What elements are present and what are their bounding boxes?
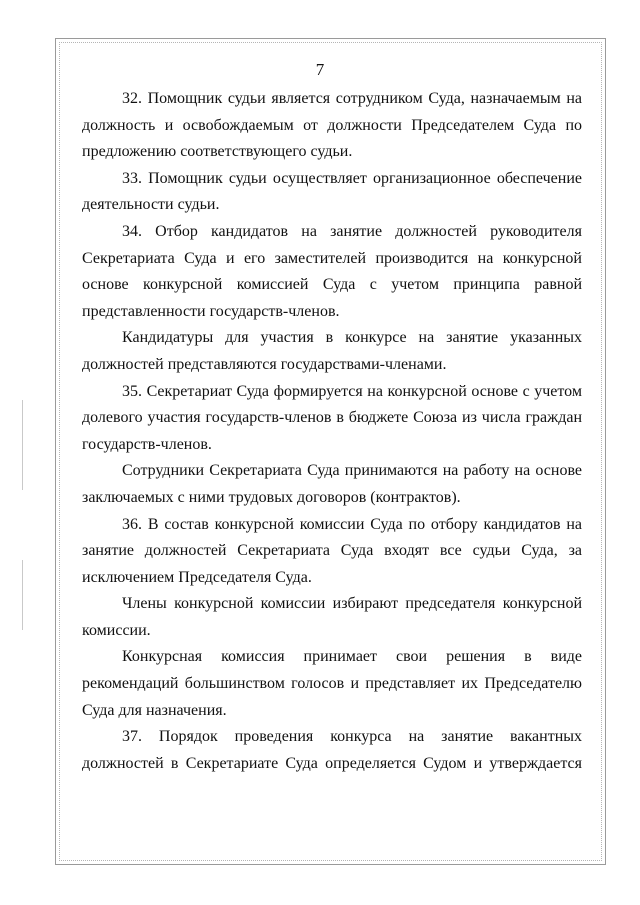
paragraph-35: 35. Секретариат Суда формируется на конкурсной основе с учетом долевого участия государств-членов в бюджете Союза из числа граждан государств-членов. [82,382,582,453]
scan-mark-left-lower [22,560,23,630]
paragraph-37: 37. Порядок проведения конкурса на занятие вакантных должностей в Секретариате Суда определяется Судом и утверждается [82,728,582,772]
paragraph-32: 32. Помощник судьи является сотрудником Суда, назначаемым на должность и освобождаемым от должности Председателем Суда по предложению соответствующего судьи. [82,90,582,161]
document-body [82,86,582,777]
paragraph-36-chair: Члены конкурсной комиссии избирают председателя конкурсной комиссии. [82,595,582,639]
paragraph-34-candidates: Кандидатуры для участия в конкурсе на занятие указанных должностей представляются государствами-членами. [82,329,582,373]
paragraph-33: 33. Помощник судьи осуществляет организационное обеспечение деятельности судьи. [82,169,582,214]
paragraph-36: 36. В состав конкурсной комиссии Суда по отбору кандидатов на занятие должностей Секретариата Суда входят все судьи Суда, за исключением Председателя Суда. [82,515,582,586]
paragraph-35-staff: Сотрудники Секретариата Суда принимаются на работу на основе заключаемых с ними трудовых договоров (контрактов). [82,462,582,506]
scan-mark-left [22,400,23,490]
paragraph-36-decisions: Конкурсная комиссия принимает свои решения в виде рекомендаций большинством голосов и представляет их Председателю Суда для назначения. [82,648,582,719]
paragraph-34: 34. Отбор кандидатов на занятие должностей руководителя Секретариата Суда и его заместителей производится на конкурсной основе конкурсной комиссией Суда с учетом принципа равной представленности государств-членов. [82,222,582,320]
page-number: 7 [315,60,325,79]
